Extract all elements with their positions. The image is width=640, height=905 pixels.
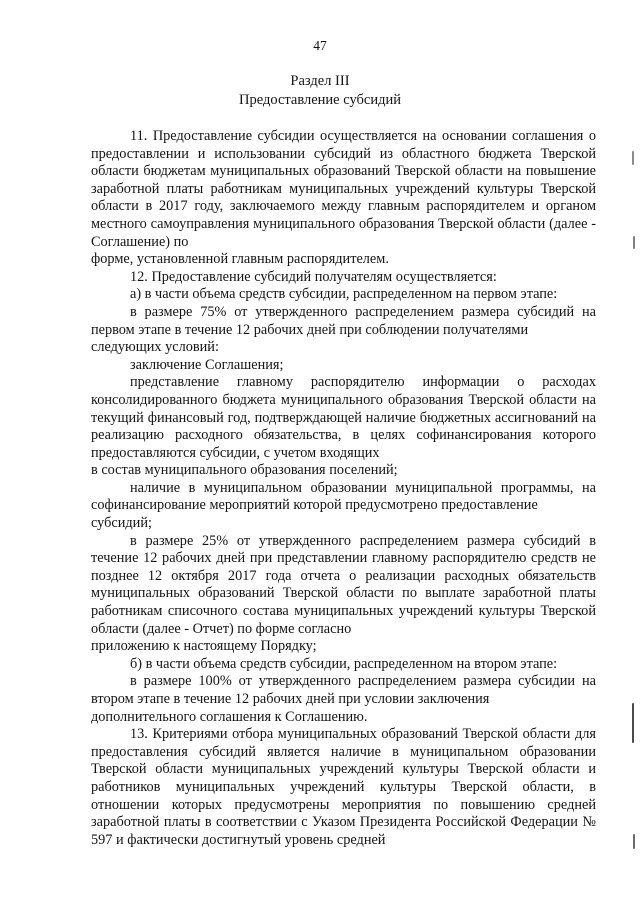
paragraph: 12. Предоставление субсидий получателям осуществляется: (130, 268, 497, 285)
paragraph: в размере 100% от утвержденного распределением размера субсидии на втором этапе в течение 12 рабочих дней при условии заключения дополнительного соглашения к Соглашению. (91, 673, 596, 725)
paragraph: в размере 25% от утвержденного распределением размера субсидий в течение 12 рабочих дней при представлении главному распорядителю средств не позднее 12 октября 2017 года отчета о реализации расходных обязательств муниципальных образований Тверской области по выплате заработной платы работникам списочного состава муниципальных учреждений культуры Тверской области (далее - Отчет) по форме согласно приложению к настоящему Порядку; (91, 532, 596, 655)
paragraph: представление главному распорядителю информации о расходах консолидированного бюджета муниципального образования Тверской области на текущий финансовый год, подтверждающей наличие бюджетных ассигнований на реализацию расходного обязательства, в целях софинансирования которого предоставляются субсидии, с учетом входящих в состав муниципального образования поселений; (91, 374, 596, 479)
paragraph: наличие в муниципальном образовании муниципальной программы, на софинансирование мероприятий которой предусмотрено предоставление субсидий; (91, 479, 596, 532)
paragraph: 11. Предоставление субсидии осуществляется на основании соглашения о предоставлении и использовании субсидий из областного бюджета Тверской области бюджетам муниципальных образований Тверской области на повышение заработной платы работникам муниципальных учреждений культуры Тверской области в 2017 году, заключаемого между главным распорядителем и органом местного самоуправления муниципального образования Тверской области (далее - Соглашение) по форме, установленной главным распорядителем. (91, 128, 596, 268)
scan-edge-mark (632, 703, 634, 743)
section-subtitle: Предоставление субсидий (238, 92, 402, 108)
paragraph: заключение Соглашения; (130, 356, 284, 373)
paragraph: б) в части объема средств субсидии, распределенном на втором этапе: (130, 655, 558, 672)
page-number: 47 (313, 38, 327, 53)
scan-edge-mark (632, 151, 634, 165)
paragraph: а) в части объема средств субсидии, распределенном на первом этапе: (130, 286, 558, 303)
paragraph: 13. Критериями отбора муниципальных образований Тверской области для предоставления субсидий является наличие в муниципальном образовании Тверской области муниципальных учреждений культуры Тверской области и работников муниципальных учреждений культуры Тверской области, в отношении которых предусмотрены мероприятия по повышению средней заработной платы в соответствии с Указом Президента Российской Федерации № 597 и фактически достигнутый уровень средней (91, 726, 596, 848)
scan-edge-mark (633, 834, 635, 849)
section-title: Раздел III (290, 73, 350, 89)
paragraph: в размере 75% от утвержденного распределением размера субсидий на первом этапе в течение 12 рабочих дней при соблюдении получателями следующих условий: (91, 303, 596, 356)
body-text (91, 128, 596, 849)
scan-edge-mark (633, 236, 635, 249)
